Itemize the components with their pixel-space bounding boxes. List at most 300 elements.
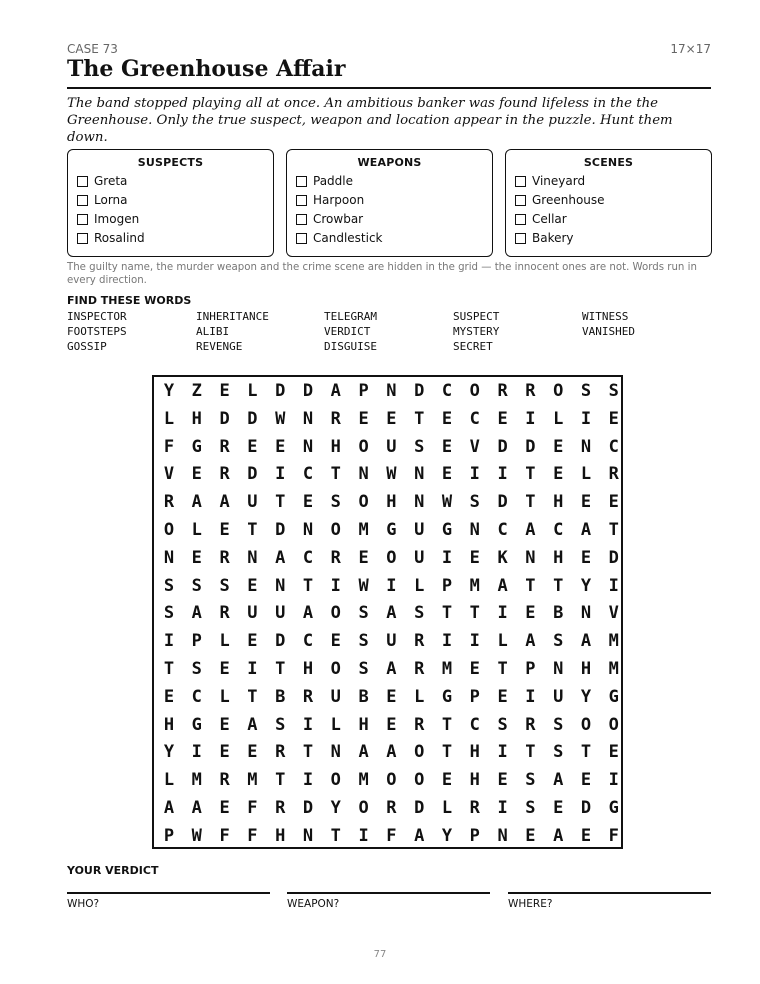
grid-cell[interactable]: E [441,408,453,429]
grid-cell[interactable]: T [525,464,536,485]
grid-cell[interactable]: P [191,631,202,652]
grid-cell[interactable]: E [219,742,230,763]
grid-cell[interactable]: A [386,659,397,679]
grid-cell[interactable]: L [441,798,453,818]
grid-cell[interactable]: L [219,686,230,707]
grid-cell[interactable]: S [330,492,341,513]
grid-cell[interactable]: R [525,714,536,735]
grid-cell[interactable]: Y [163,742,175,763]
grid-cell[interactable]: E [247,436,258,457]
grid-cell[interactable]: S [275,714,286,735]
grid-cell[interactable]: B [275,686,286,707]
grid-cell[interactable]: U [386,436,397,457]
grid-cell[interactable]: E [302,492,314,513]
grid-cell[interactable]: T [580,742,592,763]
grid-cell[interactable]: N [497,825,508,846]
grid-cell[interactable]: C [302,547,314,568]
grid-cell[interactable]: A [275,547,286,568]
grid-cell[interactable]: E [219,520,230,540]
grid-cell[interactable]: M [469,575,480,596]
grid-cell[interactable]: D [414,798,425,818]
grid-cell[interactable]: D [275,381,286,401]
checkbox-icon[interactable] [296,233,307,244]
grid-cell[interactable]: L [580,464,592,485]
grid-cell[interactable]: Y [580,575,592,596]
checkbox-icon[interactable] [515,233,526,244]
grid-cell[interactable]: A [219,492,230,513]
checkbox-icon[interactable] [77,176,88,187]
grid-cell[interactable]: C [469,408,480,429]
grid-cell[interactable]: E [580,492,592,513]
grid-cell[interactable]: R [414,714,425,735]
grid-cell[interactable]: E [497,770,508,791]
grid-cell[interactable]: A [247,714,258,735]
grid-cell[interactable]: P [163,825,175,846]
grid-cell[interactable]: E [497,686,508,707]
grid-cell[interactable]: M [247,770,258,791]
grid-cell[interactable]: A [580,631,592,652]
grid-cell[interactable]: U [414,547,425,568]
grid-cell[interactable]: R [497,381,508,401]
grid-cell[interactable]: A [553,825,564,846]
grid-cell[interactable]: A [525,520,536,540]
grid-cell[interactable]: E [219,798,230,818]
grid-cell[interactable]: O [358,798,369,818]
grid-cell[interactable]: B [358,686,369,707]
grid-cell[interactable]: C [191,686,202,707]
grid-cell[interactable]: I [497,464,508,485]
grid-cell[interactable]: P [469,686,480,707]
grid-cell[interactable]: D [302,798,314,818]
grid-cell[interactable]: H [580,659,592,679]
checkbox-icon[interactable] [515,195,526,206]
grid-cell[interactable]: A [191,798,202,818]
grid-cell[interactable]: H [386,492,397,513]
grid-cell[interactable]: O [330,770,341,791]
grid-cell[interactable]: R [414,659,425,679]
grid-cell[interactable]: R [330,547,341,568]
grid-cell[interactable]: I [580,408,592,429]
grid-cell[interactable]: K [497,547,508,568]
grid-cell[interactable]: R [219,436,230,457]
grid-cell[interactable]: T [441,714,453,735]
grid-cell[interactable]: N [275,575,286,596]
grid-cell[interactable]: L [163,770,175,791]
grid-cell[interactable]: A [580,520,592,540]
grid-cell[interactable]: U [553,686,564,707]
grid-cell[interactable]: O [330,603,341,624]
grid-cell[interactable]: I [469,631,480,652]
grid-cell[interactable]: E [247,631,258,652]
grid-cell[interactable]: E [469,659,480,679]
grid-cell[interactable]: S [191,575,202,596]
grid-cell[interactable]: C [608,436,619,457]
grid-cell[interactable]: R [302,686,314,707]
weapon-item[interactable]: Crowbar [296,210,383,229]
grid-cell[interactable]: E [247,742,258,763]
grid-cell[interactable]: T [163,659,175,679]
grid-cell[interactable]: M [358,520,369,540]
weapon-answer-line[interactable] [287,892,490,894]
grid-cell[interactable]: W [441,492,453,513]
grid-cell[interactable]: S [497,714,508,735]
grid-cell[interactable]: T [414,408,425,429]
scene-item[interactable]: Vineyard [515,172,605,191]
grid-cell[interactable]: R [219,770,230,791]
scene-item[interactable]: Greenhouse [515,191,605,210]
grid-cell[interactable]: I [330,575,341,596]
grid-cell[interactable]: E [580,770,592,791]
grid-cell[interactable]: U [275,603,286,624]
grid-cell[interactable]: N [330,742,341,763]
grid-cell[interactable]: F [163,436,175,457]
checkbox-icon[interactable] [296,195,307,206]
scene-item[interactable]: Bakery [515,229,605,248]
grid-cell[interactable]: E [469,547,480,568]
grid-cell[interactable]: L [219,631,230,652]
grid-cell[interactable]: S [414,603,425,624]
grid-cell[interactable]: R [275,798,286,818]
grid-cell[interactable]: N [525,547,536,568]
grid-cell[interactable]: A [191,603,202,624]
suspect-item[interactable]: Greta [77,172,145,191]
grid-cell[interactable]: S [191,659,202,679]
grid-cell[interactable]: D [497,492,508,513]
grid-cell[interactable]: N [386,381,397,401]
grid-cell[interactable]: S [553,631,564,652]
grid-cell[interactable]: L [247,381,258,401]
grid-cell[interactable]: I [163,631,175,652]
grid-cell[interactable]: E [275,436,286,457]
grid-cell[interactable]: D [608,547,619,568]
grid-cell[interactable]: I [386,575,397,596]
grid-cell[interactable]: N [302,436,314,457]
grid-cell[interactable]: N [358,464,369,485]
grid-cell[interactable]: E [553,464,564,485]
grid-cell[interactable]: R [525,381,536,401]
grid-cell[interactable]: V [608,603,619,624]
grid-cell[interactable]: O [469,381,480,401]
grid-cell[interactable]: O [386,770,397,791]
grid-cell[interactable]: U [247,603,258,624]
weapon-item[interactable]: Harpoon [296,191,383,210]
grid-cell[interactable]: E [219,659,230,679]
grid-cell[interactable]: N [302,825,314,846]
grid-cell[interactable]: D [580,798,592,818]
grid-cell[interactable]: A [497,575,508,596]
grid-cell[interactable]: D [247,464,258,485]
grid-cell[interactable]: T [247,520,258,540]
grid-cell[interactable]: T [497,659,508,679]
grid-cell[interactable]: S [219,575,230,596]
grid-cell[interactable]: I [191,742,202,763]
where-answer-line[interactable] [508,892,711,894]
grid-cell[interactable]: E [608,492,619,513]
grid-cell[interactable]: O [580,714,592,735]
grid-cell[interactable]: W [358,575,369,596]
grid-cell[interactable]: T [553,575,564,596]
grid-cell[interactable]: G [608,798,619,818]
grid-cell[interactable]: E [330,631,341,652]
grid-cell[interactable]: S [358,659,369,679]
scene-item[interactable]: Cellar [515,210,605,229]
grid-cell[interactable]: N [414,492,425,513]
grid-cell[interactable]: E [525,825,536,846]
grid-cell[interactable]: F [608,825,619,846]
grid-cell[interactable]: R [330,408,341,429]
grid-cell[interactable]: I [302,770,314,791]
grid-cell[interactable]: T [525,575,536,596]
grid-cell[interactable]: E [358,547,369,568]
grid-cell[interactable]: D [414,381,425,401]
grid-cell[interactable]: S [580,381,592,401]
grid-cell[interactable]: A [386,742,397,763]
grid-cell[interactable]: M [441,659,453,679]
grid-cell[interactable]: F [247,825,258,846]
grid-cell[interactable]: E [525,603,536,624]
grid-cell[interactable]: R [219,464,230,485]
grid-cell[interactable]: I [275,464,286,485]
grid-cell[interactable]: W [275,408,286,429]
grid-cell[interactable]: I [525,686,536,707]
grid-cell[interactable]: E [219,381,230,401]
grid-cell[interactable]: S [163,603,175,624]
grid-cell[interactable]: H [191,408,202,429]
grid-cell[interactable]: O [358,436,369,457]
suspect-item[interactable]: Imogen [77,210,145,229]
grid-cell[interactable]: I [302,714,314,735]
grid-cell[interactable]: T [525,492,536,513]
grid-cell[interactable]: C [441,381,453,401]
grid-cell[interactable]: R [414,631,425,652]
grid-cell[interactable]: T [302,575,314,596]
grid-cell[interactable]: S [469,492,480,513]
grid-cell[interactable]: Z [191,381,202,401]
grid-cell[interactable]: M [608,659,619,679]
grid-cell[interactable]: O [553,381,564,401]
grid-cell[interactable]: R [275,742,286,763]
grid-cell[interactable]: P [469,825,480,846]
grid-cell[interactable]: O [414,742,425,763]
grid-cell[interactable]: W [386,464,397,485]
grid-cell[interactable]: V [163,464,175,485]
grid-cell[interactable]: E [191,464,202,485]
grid-cell[interactable]: Y [441,825,453,846]
grid-cell[interactable]: I [497,603,508,624]
grid-cell[interactable]: C [469,714,480,735]
checkbox-icon[interactable] [77,233,88,244]
grid-cell[interactable]: E [163,686,175,707]
grid-cell[interactable]: S [358,631,369,652]
grid-cell[interactable]: G [191,436,202,457]
grid-cell[interactable]: U [247,492,258,513]
grid-cell[interactable]: A [330,381,341,401]
grid-cell[interactable]: D [219,408,230,429]
grid-cell[interactable]: U [330,686,341,707]
grid-cell[interactable]: F [247,798,258,818]
grid-cell[interactable]: P [525,659,536,679]
grid-cell[interactable]: O [330,520,341,540]
grid-cell[interactable]: T [275,492,286,513]
grid-cell[interactable]: S [553,714,564,735]
grid-cell[interactable]: T [441,742,453,763]
grid-cell[interactable]: G [191,714,202,735]
grid-cell[interactable]: Y [580,686,592,707]
grid-cell[interactable]: M [608,631,619,652]
grid-cell[interactable]: D [247,408,258,429]
grid-cell[interactable]: C [302,631,314,652]
grid-cell[interactable]: Y [330,798,341,818]
grid-cell[interactable]: I [358,825,369,846]
grid-cell[interactable]: E [441,464,453,485]
checkbox-icon[interactable] [296,176,307,187]
grid-cell[interactable]: L [497,631,508,652]
grid-cell[interactable]: H [553,547,564,568]
grid-cell[interactable]: R [219,547,230,568]
grid-cell[interactable]: A [525,631,536,652]
grid-cell[interactable]: A [191,492,202,513]
grid-cell[interactable]: E [553,798,564,818]
grid-cell[interactable]: U [414,520,425,540]
grid-cell[interactable]: L [414,575,425,596]
grid-cell[interactable]: H [302,659,314,679]
grid-cell[interactable]: T [302,742,314,763]
grid-cell[interactable]: A [386,603,397,624]
suspect-item[interactable]: Lorna [77,191,145,210]
grid-cell[interactable]: G [386,520,397,540]
grid-cell[interactable]: G [441,520,453,540]
grid-cell[interactable]: W [191,825,202,846]
grid-cell[interactable]: E [441,436,453,457]
grid-cell[interactable]: I [497,798,508,818]
grid-cell[interactable]: H [275,825,286,846]
grid-cell[interactable]: E [580,825,592,846]
grid-cell[interactable]: N [580,603,592,624]
grid-cell[interactable]: P [358,381,369,401]
grid-cell[interactable]: C [553,520,564,540]
grid-cell[interactable]: D [525,436,536,457]
grid-cell[interactable]: S [525,770,536,791]
grid-cell[interactable]: S [414,436,425,457]
grid-cell[interactable]: E [608,408,619,429]
grid-cell[interactable]: I [608,770,619,791]
grid-cell[interactable]: S [163,575,175,596]
grid-cell[interactable]: N [163,547,175,568]
grid-cell[interactable]: T [275,659,286,679]
checkbox-icon[interactable] [515,214,526,225]
grid-cell[interactable]: H [469,742,480,763]
grid-cell[interactable]: I [469,464,480,485]
grid-cell[interactable]: E [191,547,202,568]
grid-cell[interactable]: I [441,631,453,652]
grid-cell[interactable]: M [358,770,369,791]
grid-cell[interactable]: H [358,714,369,735]
grid-cell[interactable]: I [525,408,536,429]
grid-cell[interactable]: D [275,520,286,540]
who-answer-line[interactable] [67,892,270,894]
grid-cell[interactable]: A [302,603,314,624]
grid-cell[interactable]: D [302,381,314,401]
grid-cell[interactable]: L [414,686,425,707]
grid-cell[interactable]: R [608,464,619,485]
grid-cell[interactable]: L [163,408,175,429]
grid-cell[interactable]: A [163,798,175,818]
grid-cell[interactable]: T [275,770,286,791]
grid-cell[interactable]: T [441,603,453,624]
grid-cell[interactable]: E [553,436,564,457]
grid-cell[interactable]: E [386,714,397,735]
grid-cell[interactable]: T [608,520,619,540]
grid-cell[interactable]: H [553,492,564,513]
grid-cell[interactable]: L [553,408,564,429]
grid-cell[interactable]: I [441,547,453,568]
grid-cell[interactable]: R [163,492,175,513]
grid-cell[interactable]: F [219,825,230,846]
weapon-item[interactable]: Paddle [296,172,383,191]
grid-cell[interactable]: B [553,603,564,624]
grid-cell[interactable]: P [441,575,453,596]
grid-cell[interactable]: D [497,436,508,457]
grid-cell[interactable]: N [553,659,564,679]
grid-cell[interactable]: S [525,798,536,818]
checkbox-icon[interactable] [296,214,307,225]
grid-cell[interactable]: G [608,686,619,707]
grid-cell[interactable]: I [247,659,258,679]
grid-cell[interactable]: O [386,547,397,568]
grid-cell[interactable]: T [247,686,258,707]
grid-cell[interactable]: N [469,520,480,540]
checkbox-icon[interactable] [515,176,526,187]
grid-cell[interactable]: A [358,742,369,763]
checkbox-icon[interactable] [77,214,88,225]
grid-cell[interactable]: O [608,714,619,735]
grid-cell[interactable]: T [469,603,480,624]
grid-cell[interactable]: H [163,714,175,735]
weapon-item[interactable]: Candlestick [296,229,383,248]
grid-cell[interactable]: C [497,520,508,540]
grid-cell[interactable]: R [469,798,480,818]
grid-cell[interactable]: T [525,742,536,763]
grid-cell[interactable]: E [386,686,397,707]
grid-cell[interactable]: N [247,547,258,568]
grid-cell[interactable]: E [497,408,508,429]
grid-cell[interactable]: N [302,520,314,540]
grid-cell[interactable]: H [469,770,480,791]
grid-cell[interactable]: M [191,770,202,791]
grid-cell[interactable]: O [414,770,425,791]
grid-cell[interactable]: R [386,798,397,818]
grid-cell[interactable]: O [358,492,369,513]
grid-cell[interactable]: S [358,603,369,624]
grid-cell[interactable]: E [358,408,369,429]
grid-cell[interactable]: I [608,575,619,596]
grid-cell[interactable]: A [414,825,425,846]
grid-cell[interactable]: L [330,714,341,735]
grid-cell[interactable]: T [330,825,341,846]
grid-cell[interactable]: I [497,742,508,763]
grid-cell[interactable]: E [608,742,619,763]
grid-cell[interactable]: N [302,408,314,429]
grid-cell[interactable]: G [441,686,453,707]
grid-cell[interactable]: L [191,520,202,540]
grid-cell[interactable]: E [219,714,230,735]
grid-cell[interactable]: S [553,742,564,763]
grid-cell[interactable]: V [469,436,480,457]
grid-cell[interactable]: A [553,770,564,791]
grid-cell[interactable]: E [386,408,397,429]
grid-cell[interactable]: E [247,575,258,596]
grid-cell[interactable]: N [414,464,425,485]
